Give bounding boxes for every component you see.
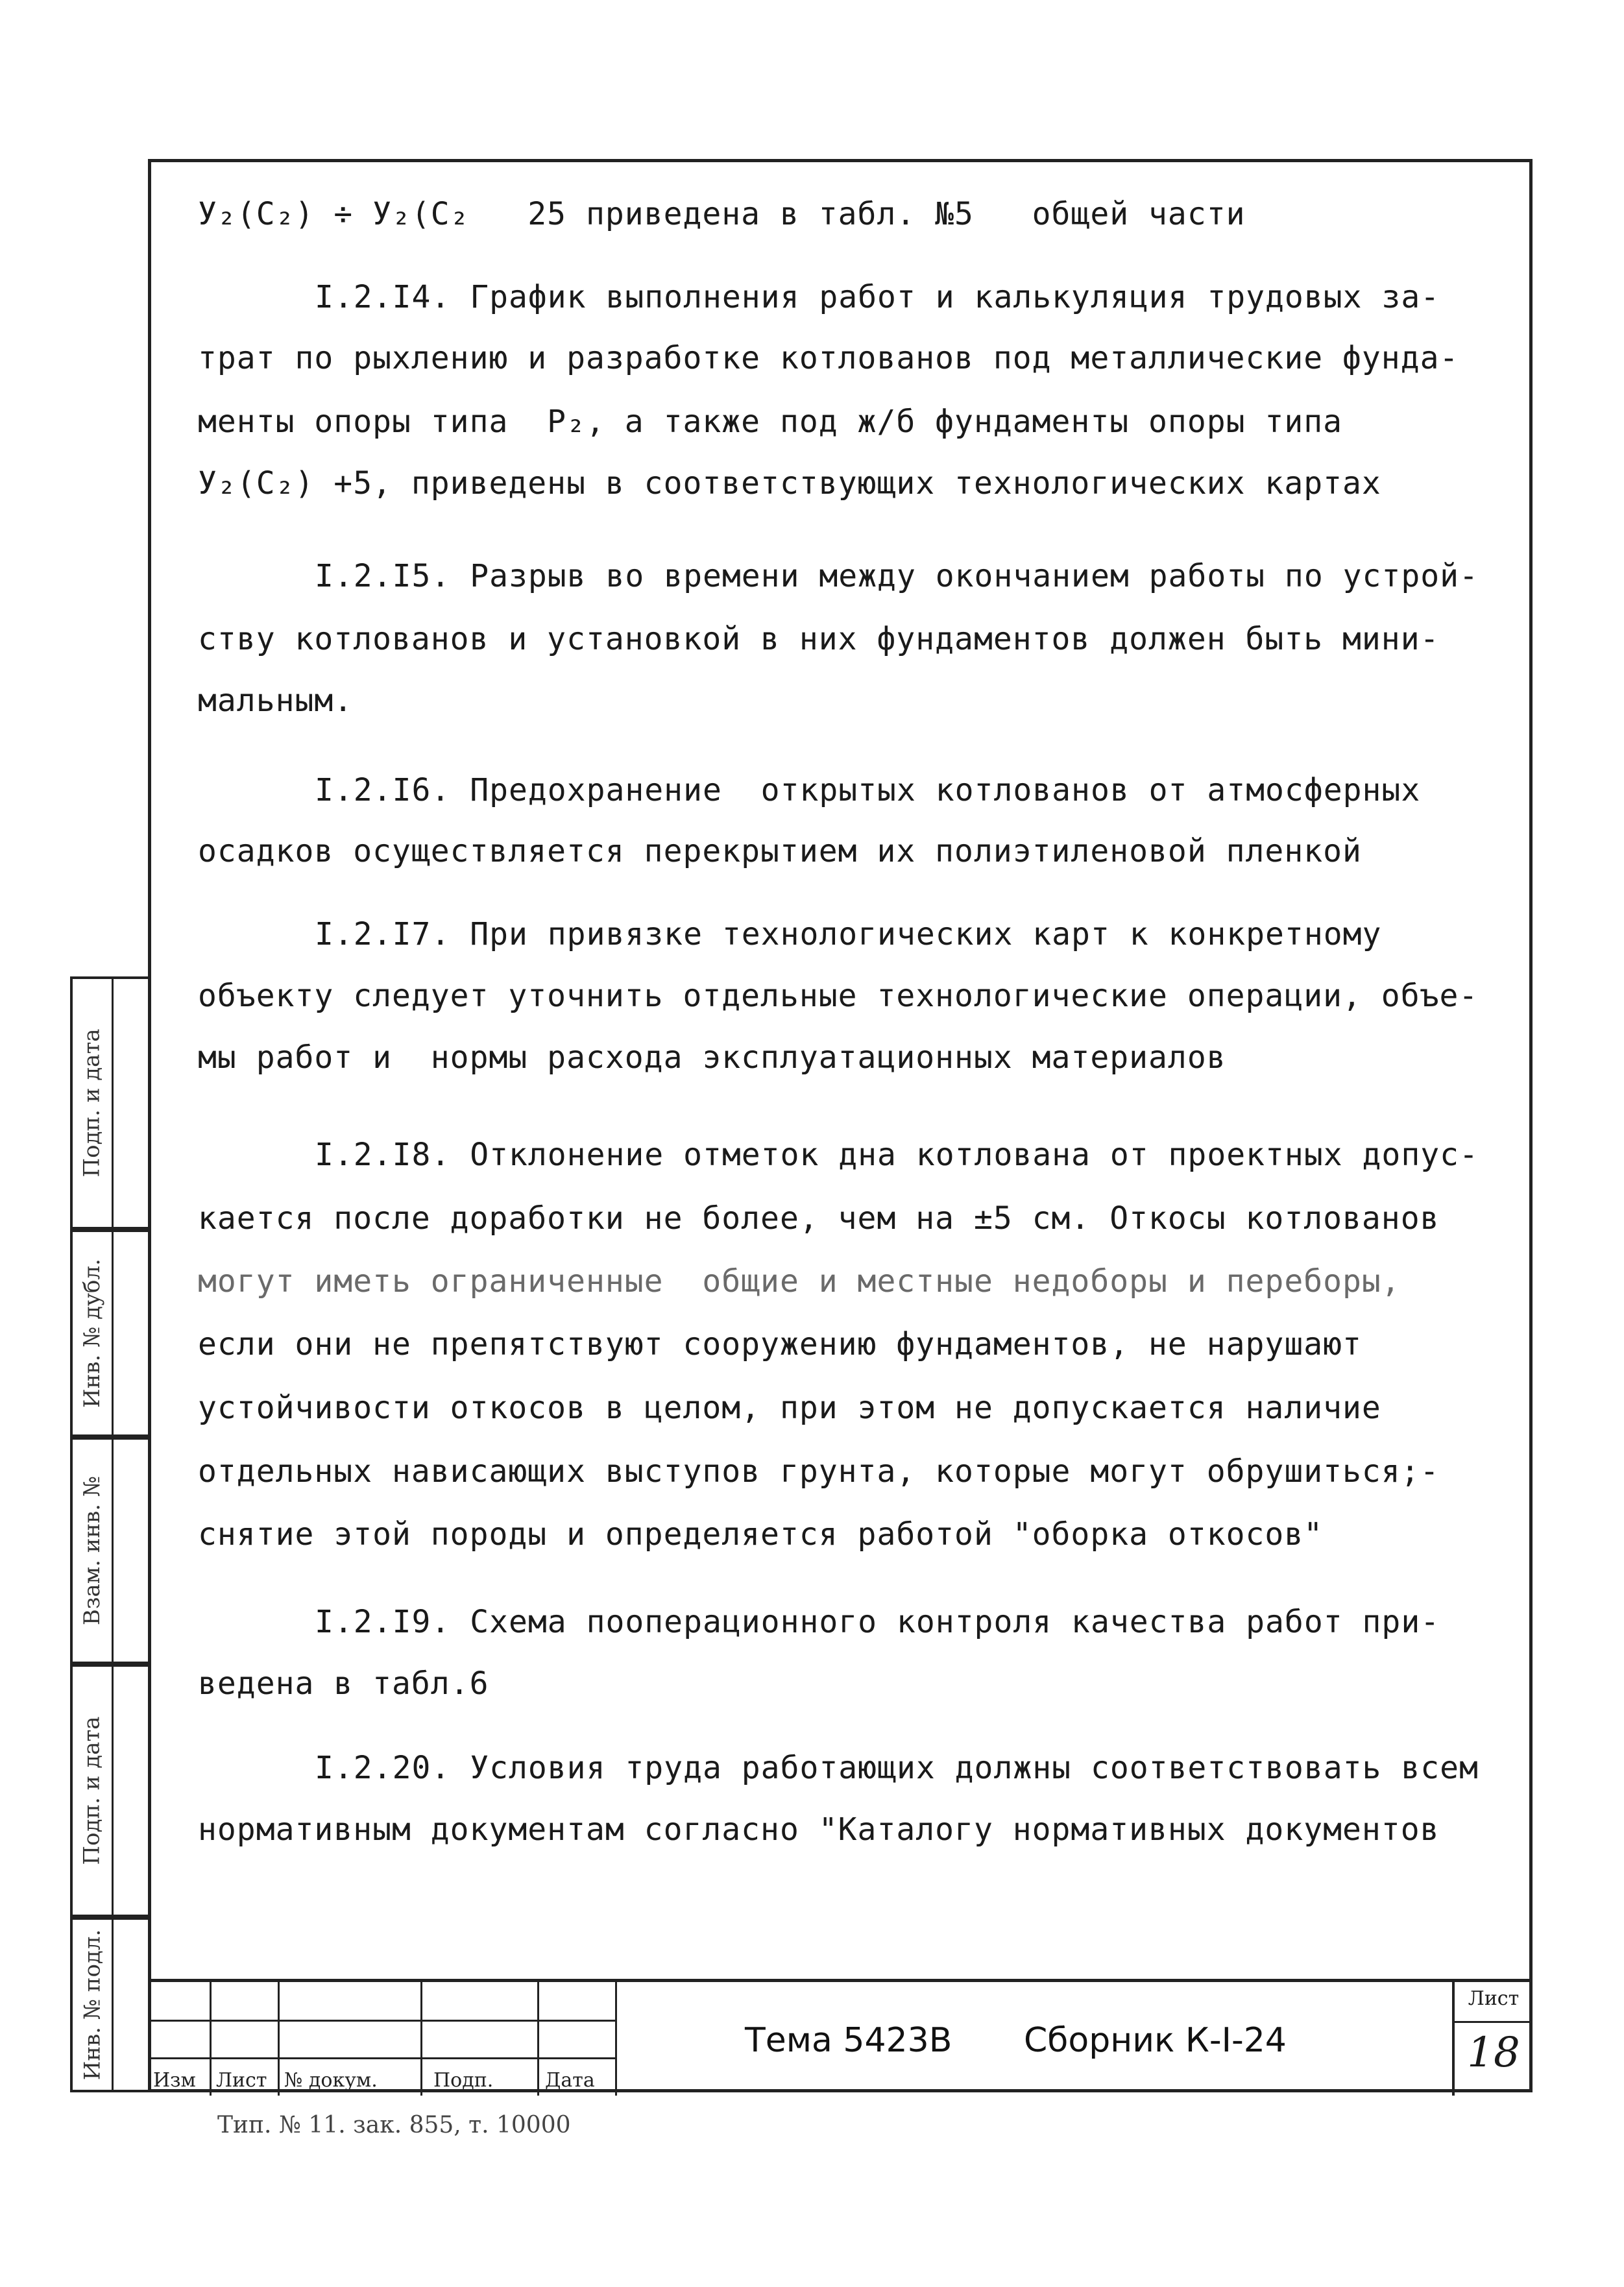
side-stamp-cell [70, 1437, 148, 1664]
text-line: менты опоры типа Р₂, а также под ж/б фундаменты опоры типа [198, 404, 1343, 440]
text-line: осадков осуществляется перекрытием их полиэтиленовой пленкой [198, 833, 1362, 869]
column-caption: Лист [216, 2069, 267, 2092]
text-line: отдельных нависающих выступов грунта, которые могут обрушиться;- [198, 1453, 1440, 1490]
text-line: I.2.I7. При привязке технологических карт к конкретному [315, 916, 1382, 952]
side-stamp-cell [70, 1664, 148, 1917]
revision-grid [148, 1982, 615, 2096]
text-line: I.2.I4. График выполнения работ и калькуляция трудовых за- [315, 279, 1440, 315]
printer-imprint: Тип. № 11. зак. 855, т. 10000 [217, 2112, 571, 2138]
sheet-number: 18 [1467, 2029, 1520, 2077]
text-line: I.2.I8. Отклонение отметок дна котлована от проектных допус- [315, 1137, 1479, 1173]
text-line: если они не препятствуют сооружению фундаментов, не нарушают [198, 1326, 1362, 1362]
side-stamp-cell [70, 1229, 148, 1437]
text-line: мы работ и нормы расхода эксплуатационных материалов [198, 1039, 1226, 1076]
text-line: ству котлованов и установкой в них фундаментов должен быть мини- [198, 621, 1440, 657]
text-line: нормативным документам согласно "Каталогу нормативных документов [198, 1811, 1440, 1848]
column-caption: Подп. [433, 2069, 494, 2092]
text-line: снятие этой породы и определяется работой "оборка откосов" [198, 1516, 1324, 1553]
text-line: мальным. [198, 683, 354, 719]
side-stamp-label: Инв. № подл. [79, 1929, 105, 2081]
text-line: могут иметь ограниченные общие и местные недоборы и переборы, [198, 1263, 1401, 1300]
side-stamp-cell [70, 1917, 148, 2092]
side-stamp-label: Подп. и дата [79, 1716, 105, 1865]
text-line: кается после доработки не более, чем на ±5 см. Откосы котлованов [198, 1200, 1440, 1237]
text-line: I.2.20. Условия труда работающих должны соответствовать всем [315, 1750, 1479, 1786]
column-caption: № докум. [284, 2069, 378, 2092]
text-line: трат по рыхлению и разработке котлованов под металлические фунда- [198, 340, 1459, 376]
column-caption: Дата [545, 2069, 595, 2092]
text-line: У₂(С₂) +5, приведены в соответствующих технологических картах [198, 465, 1381, 502]
side-stamp-label: Инв. № дубл. [79, 1259, 105, 1408]
text-line: I.2.I5. Разрыв во времени между окончанием работы по устрой- [315, 558, 1479, 594]
text-line: устойчивости откосов в целом, при этом не допускается наличие [198, 1390, 1381, 1426]
collection-label: Сборник К-I-24 [1024, 2021, 1287, 2060]
text-line: I.2.I6. Предохранение открытых котлованов от атмосферных [315, 772, 1421, 808]
text-line: I.2.I9. Схема пооперационного контроля качества работ при- [315, 1604, 1440, 1640]
sheet-caption: Лист [1468, 1987, 1520, 2010]
text-line: ведена в табл.6 [198, 1665, 489, 1702]
text-line: У₂(С₂) ÷ У₂(С₂ 25 приведена в табл. №5 общей части [198, 196, 1246, 232]
column-caption: Изм [153, 2069, 196, 2092]
text-line: объекту следует уточнить отдельные технологические операции, объе- [198, 978, 1479, 1014]
theme-label: Тема 5423В [745, 2021, 952, 2060]
title-block [148, 1979, 1533, 2092]
side-stamp-label: Подп. и дата [79, 1028, 105, 1178]
page-frame [148, 159, 1533, 2092]
side-stamp-label: Взам. инв. № [79, 1475, 105, 1626]
side-stamp-cell [70, 976, 148, 1229]
sheet-box [1452, 1982, 1533, 2096]
